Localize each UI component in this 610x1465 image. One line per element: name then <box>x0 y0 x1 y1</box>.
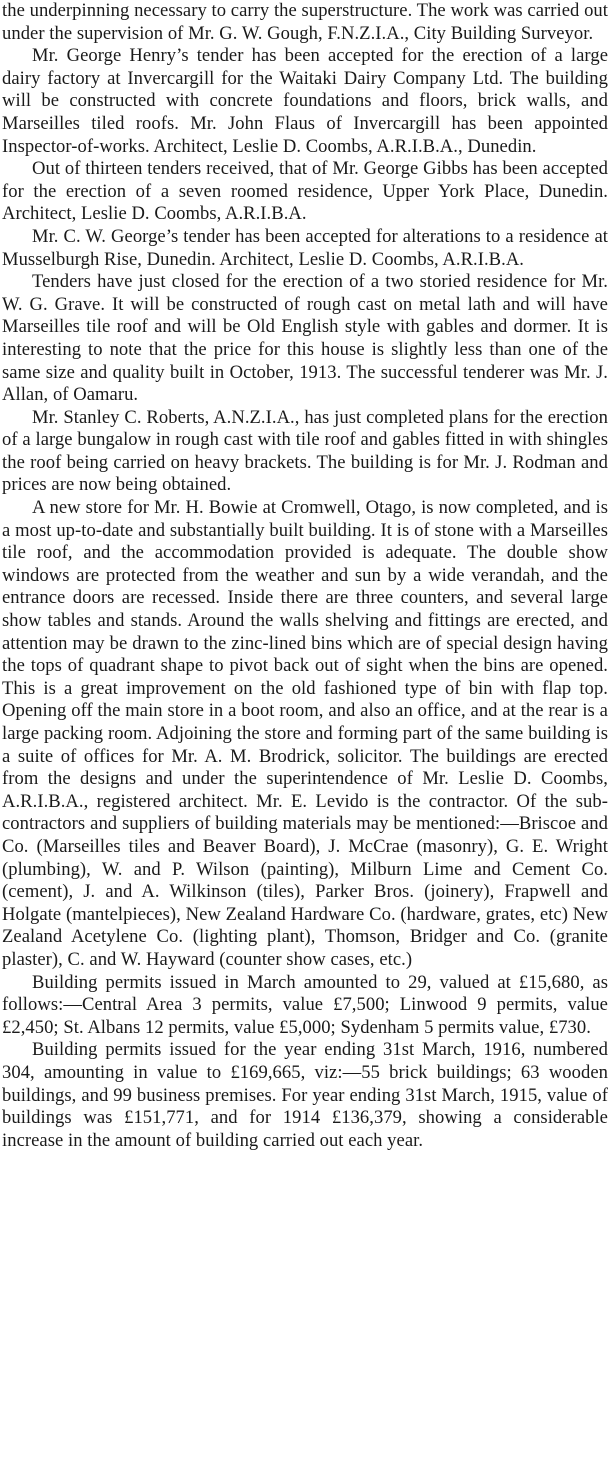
paragraph-two-storied-residence: Tenders have just closed for the erection of a two storied residence for Mr. W. G. Grave. It will be constructed of rough cast on metal lath and will have Marseilles tile roof and will be Old English style with gables and dormer. It is interesting to note that the price for this house is slightly less than one of the same size and quality built in October, 1913. The successful tenderer was Mr. J. Allan, of Oamaru. <box>2 271 608 406</box>
paragraph-annual-building-permits: Building permits issued for the year ending 31st March, 1916, numbered 304, amounting in value to £169,665, viz:—55 brick buildings; 63 wooden buildings, and 99 business premises. For year ending 31st March, 1915, value of buildings was £151,771, and for 1914 £136,379, showing a considerable increase in the amount of building carried out each year. <box>2 1039 608 1151</box>
paragraph-seven-roomed-residence: Out of thirteen tenders received, that of Mr. George Gibbs has been accepted for the erection of a seven roomed residence, Upper York Place, Dunedin. Architect, Leslie D. Coombs, A.R.I.B.A. <box>2 158 608 225</box>
paragraph-cromwell-store: A new store for Mr. H. Bowie at Cromwell, Otago, is now completed, and is a most up-to-date and substantially built building. It is of stone with a Marseilles tile roof, and the accommodation provided is adequate. The double show windows are protected from the weather and sun by a wide verandah, and the entrance doors are recessed. Inside there are three counters, and several large show tables and stands. Around the walls shelving and fittings are erected, and attention may be drawn to the zinc-lined bins which are of special design having the tops of quadrant shape to pivot back out of sight when the bins are opened. This is a great improvement on the old fashioned type of bin with flap top. Opening off the main store in a boot room, and also an office, and at the rear is a large packing room. Adjoining the store and forming part of the same building is a suite of offices for Mr. A. M. Brodrick, solicitor. The buildings are erected from the designs and under the superintendence of Mr. Leslie D. Coombs, A.R.I.B.A., registered architect. Mr. E. Levido is the contractor. Of the sub-contractors and suppliers of building materials may be mentioned:—Briscoe and Co. (Marseilles tiles and Beaver Board), J. McCrae (masonry), G. E. Wright (plumbing), W. and P. Wilson (painting), Milburn Lime and Cement Co. (cement), J. and A. Wilkinson (tiles), Parker Bros. (joinery), Frapwell and Holgate (mantelpieces), New Zealand Hardware Co. (hardware, grates, etc) New Zealand Acetylene Co. (lighting plant), Thomson, Bridger and Co. (granite plaster), C. and W. Hayward (counter show cases, etc.) <box>2 497 608 970</box>
paragraph-march-building-permits: Building permits issued in March amounted to 29, valued at £15,680, as follows:—Central Area 3 permits, value £7,500; Linwood 9 permits, value £2,450; St. Albans 12 permits, value £5,000; Sydenham 5 permits value, £730. <box>2 971 608 1038</box>
paragraph-superstructure-continuation: the underpinning necessary to carry the superstructure. The work was carried out under the supervision of Mr. G. W. Gough, F.N.Z.I.A., City Building Surveyor. <box>2 0 608 44</box>
paragraph-dairy-factory-tender: Mr. George Henry’s tender has been accepted for the erection of a large dairy factory at Invercargill for the Waitaki Dairy Company Ltd. The building will be constructed with concrete foundations and floors, brick walls, and Marseilles tiled roofs. Mr. John Flaus of Invercargill has been appointed Inspector-of-works. Architect, Leslie D. Coombs, A.R.I.B.A., Dunedin. <box>2 45 608 157</box>
paragraph-musselburgh-alterations: Mr. C. W. George’s tender has been accepted for alterations to a residence at Musselburgh Rise, Dunedin. Architect, Leslie D. Coombs, A.R.I.B.A. <box>2 225 608 270</box>
paragraph-bungalow-plans: Mr. Stanley C. Roberts, A.N.Z.I.A., has just completed plans for the erection of a large bungalow in rough cast with tile roof and gables fitted in with shingles the roof being carried on heavy brackets. The building is for Mr. J. Rodman and prices are now being obtained. <box>2 406 608 496</box>
